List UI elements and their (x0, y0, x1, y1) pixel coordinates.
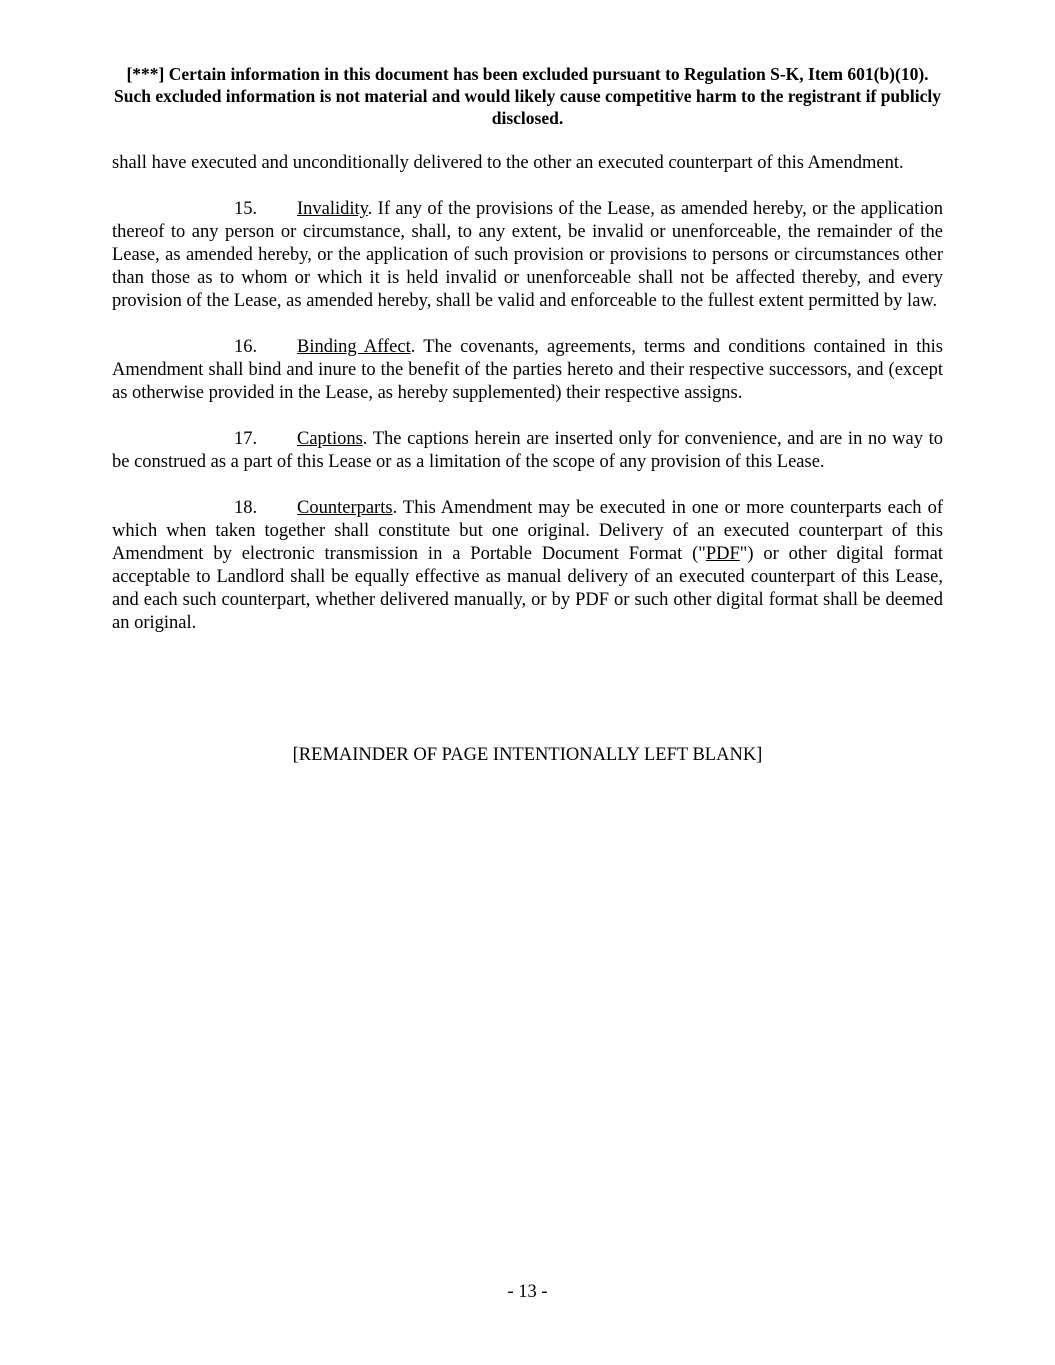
section-18-paragraph (112, 497, 943, 635)
section-16-caption: Binding Affect (297, 337, 411, 357)
section-18-text-after: ") or other digital format acceptable to Landlord shall be equally effective as manual delivery of an executed counterpart of this Lease, and each such counterpart, whether delivered manually, or by PDF or such other digital format shall be deemed an original. (112, 544, 944, 633)
continuation-paragraph: shall have executed and unconditionally delivered to the other an executed counterpart of this Amendment. (112, 153, 904, 173)
confidentiality-notice: [***] Certain information in this document has been excluded pursuant to Regulation S-K, Item 601(b)(10). Such excluded information is not material and would likely cause competitive harm to the registrant if publicly disclosed. (113, 64, 942, 128)
remainder-blank-notice: [REMAINDER OF PAGE INTENTIONALLY LEFT BLANK] (292, 745, 763, 765)
section-17-paragraph (112, 428, 943, 474)
document-body (112, 152, 943, 658)
section-15-caption: Invalidity (297, 199, 368, 219)
section-15-text: . If any of the provisions of the Lease, as amended hereby, or the application thereof to any person or circumstance, shall, to any extent, be invalid or unenforceable, the remainder of the Lease, as amended hereby, or the application of such provision or provisions to persons or circumstances other than those as to whom or which it is held invalid or unenforceable shall not be affected thereby, and every provision of the Lease, as amended hereby, shall be valid and enforceable to the fullest extent permitted by law. (112, 199, 943, 311)
page-number: - 13 - (507, 1282, 548, 1302)
pdf-defined-term: PDF (705, 544, 740, 564)
section-17-caption: Captions (297, 429, 363, 449)
section-16-paragraph (112, 336, 943, 405)
section-18-text-before: . This Amendment may be executed in one or more counterparts each of which when taken together shall constitute but one original. Delivery of an executed counterpart of this Amendment by electronic transmission in a Portable Document Format (" (112, 498, 943, 564)
section-16-number: 16. (234, 337, 258, 357)
section-18-caption: Counterparts (297, 498, 393, 518)
section-17-text: . The captions herein are inserted only for convenience, and are in no way to be construed as a part of this Lease or as a limitation of the scope of any provision of this Lease. (112, 429, 943, 472)
section-15-number: 15. (234, 199, 258, 219)
section-15-paragraph (112, 198, 943, 313)
section-16-text: . The covenants, agreements, terms and conditions contained in this Amendment shall bind and inure to the benefit of the parties hereto and their respective successors, and (except as otherwise provided in the Lease, as hereby supplemented) their respective assigns. (112, 337, 943, 403)
section-17-number: 17. (234, 429, 258, 449)
section-18-number: 18. (234, 498, 258, 518)
